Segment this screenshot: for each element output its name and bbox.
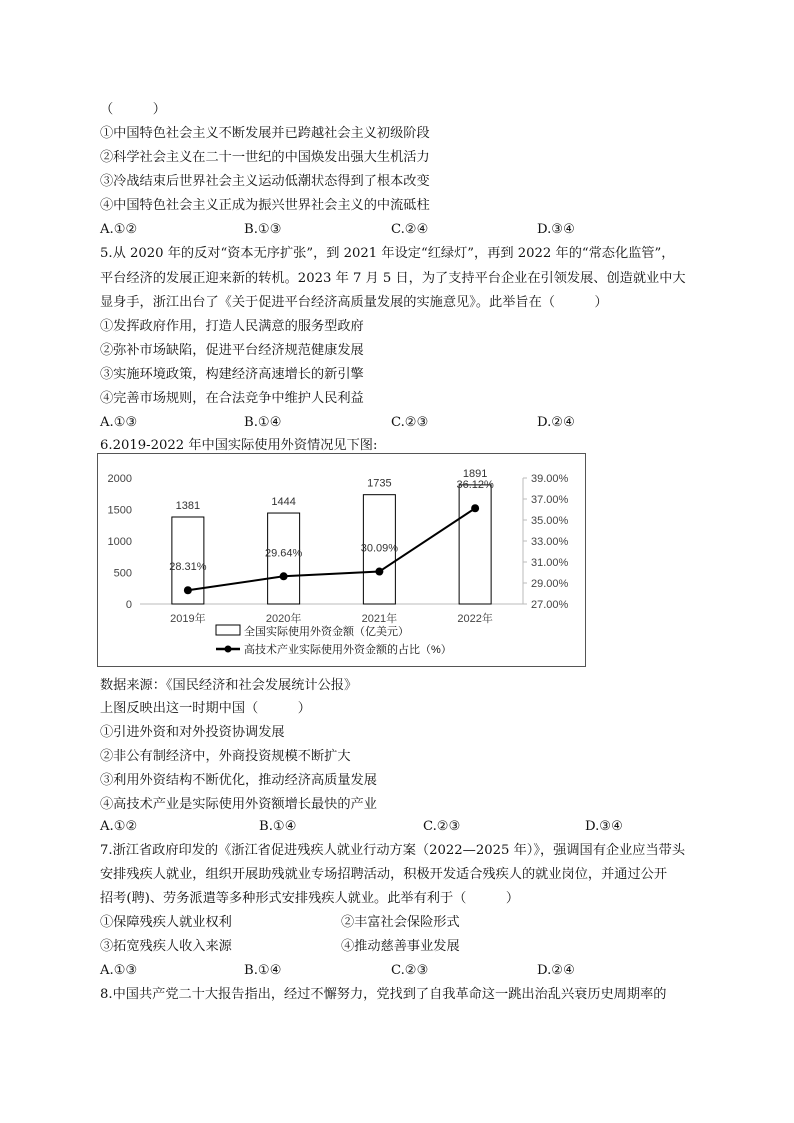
category-label: 2021年 bbox=[361, 613, 398, 625]
q5-option-d: D.②④ bbox=[537, 415, 575, 430]
share-value-label: 28.31% bbox=[169, 561, 207, 574]
category-label: 2022年 bbox=[457, 613, 493, 625]
q5-item-1: ①发挥政府作用，打造人民满意的服务型政府 bbox=[100, 319, 364, 334]
left-axis-tick-label: 0 bbox=[125, 599, 132, 611]
q4-option-b: B.①③ bbox=[244, 222, 282, 237]
right-axis-tick-label: 27.00% bbox=[531, 599, 569, 611]
q5-stem-line-2: 平台经济的发展正迎来新的转机。2023 年 7 月 5 日，为了支持平台企业在引领发展、创造就业中大 bbox=[100, 271, 686, 286]
q5-option-b: B.①④ bbox=[244, 415, 282, 430]
q6-stem: 6.2019-2022 年中国实际使用外资情况见下图: bbox=[100, 438, 378, 453]
q5-stem-line-3: 显身手，浙江出台了《关于促进平台经济高质量发展的实施意见》。此举旨在（ ） bbox=[100, 295, 608, 310]
right-axis-tick-label: 37.00% bbox=[531, 494, 569, 506]
q6-item-2: ②非公有制经济中，外商投资规模不断扩大 bbox=[100, 749, 351, 764]
q4-item-2: ②科学社会主义在二十一世纪的中国焕发出强大生机活力 bbox=[100, 150, 430, 165]
q6-item-4: ④高技术产业是实际使用外资额增长最快的产业 bbox=[100, 797, 377, 812]
q6-option-b: B.①④ bbox=[259, 819, 297, 834]
q4-item-4: ④中国特色社会主义正成为振兴世界社会主义的中流砥柱 bbox=[100, 198, 430, 213]
q7-option-b: B.①④ bbox=[244, 963, 282, 978]
share-line bbox=[188, 508, 475, 590]
q8-stem: 8.中国共产党二十大报告指出，经过不懈努力，党找到了自我革命这一跳出治乱兴衰历史周期率的 bbox=[100, 987, 667, 1002]
chart-frame bbox=[97, 453, 586, 667]
share-point bbox=[280, 572, 288, 580]
q4-item-3: ③冷战结束后世界社会主义运动低潮状态得到了根本改变 bbox=[100, 174, 430, 189]
share-value-label: 36.12% bbox=[456, 479, 494, 492]
legend-line-label: 高技术产业实际使用外资金额的占比（%） bbox=[244, 644, 452, 656]
left-axis-tick-label: 1000 bbox=[107, 536, 132, 548]
q5-item-4: ④完善市场规则，在合法竞争中维护人民利益 bbox=[100, 391, 364, 406]
right-axis-tick-label: 39.00% bbox=[531, 473, 569, 485]
q6-option-c: C.②③ bbox=[423, 819, 461, 834]
bar-value-label: 1891 bbox=[462, 467, 488, 480]
q5-item-3: ③实施环境政策，构建经济高速增长的新引擎 bbox=[100, 367, 364, 382]
right-axis-tick-label: 31.00% bbox=[531, 557, 569, 569]
q6-option-d: D.③④ bbox=[585, 819, 623, 834]
share-point bbox=[471, 504, 479, 512]
right-axis-tick-label: 33.00% bbox=[531, 536, 569, 548]
q7-stem-line-1: 7.浙江省政府印发的《浙江省促进残疾人就业行动方案（2022—2025 年）》，强调国有企业应当带头 bbox=[100, 843, 686, 858]
q4-item-1: ①中国特色社会主义不断发展并已跨越社会主义初级阶段 bbox=[100, 126, 430, 141]
share-value-label: 30.09% bbox=[360, 542, 399, 555]
q4-option-a: A.①② bbox=[100, 222, 138, 237]
legend-bar-swatch bbox=[216, 625, 240, 635]
left-axis-tick-label: 1500 bbox=[107, 504, 132, 517]
q7-option-a: A.①③ bbox=[100, 963, 138, 978]
q5-option-a: A.①③ bbox=[100, 415, 138, 430]
answer-paren: （ ） bbox=[100, 102, 166, 117]
category-label: 2020年 bbox=[265, 613, 302, 625]
q6-item-1: ①引进外资和对外投资协调发展 bbox=[100, 725, 285, 740]
data-source-note: 数据来源：《国民经济和社会发展统计公报》 bbox=[100, 678, 358, 693]
category-label: 2019年 bbox=[170, 613, 206, 625]
share-point bbox=[184, 586, 192, 594]
q7-item-2: ②丰富社会保险形式 bbox=[341, 915, 460, 930]
q7-stem-line-2: 安排残疾人就业，组织开展助残就业专场招聘活动，积极开发适合残疾人的就业岗位，并通过公开 bbox=[100, 867, 668, 882]
right-axis-tick-label: 29.00% bbox=[531, 578, 569, 590]
share-value-label: 29.64% bbox=[264, 547, 303, 560]
q5-item-2: ②弥补市场缺陷，促进平台经济规范健康发展 bbox=[100, 343, 364, 358]
left-axis-tick-label: 2000 bbox=[107, 473, 132, 485]
share-point bbox=[375, 568, 383, 576]
left-axis-tick-label: 500 bbox=[113, 567, 132, 580]
q7-option-d: D.②④ bbox=[537, 963, 575, 978]
q4-option-c: C.②④ bbox=[391, 222, 429, 237]
bar-value-label: 1381 bbox=[175, 499, 201, 512]
legend-line-marker bbox=[225, 646, 232, 653]
bar-value-label: 1444 bbox=[271, 496, 296, 509]
combo-bar-line-chart bbox=[98, 454, 585, 666]
legend-bar-label: 全国实际使用外资金额（亿美元） bbox=[244, 626, 409, 638]
q6-question: 上图反映出这一时期中国（ ） bbox=[100, 701, 311, 716]
q5-stem-line-1: 5.从 2020 年的反对“资本无序扩张”，到 2021 年设定“红绿灯”，再到 2022 年的“常态化监管”， bbox=[100, 246, 675, 261]
q7-item-4: ④推动慈善事业发展 bbox=[341, 939, 460, 954]
right-axis-tick-label: 35.00% bbox=[531, 515, 569, 527]
q7-stem-line-3: 招考(聘)、劳务派遣等多种形式安排残疾人就业。此举有利于（ ） bbox=[100, 891, 520, 906]
q7-item-3: ③拓宽残疾人收入来源 bbox=[100, 939, 232, 954]
q4-option-d: D.③④ bbox=[537, 222, 575, 237]
bar bbox=[459, 485, 491, 604]
bar-value-label: 1735 bbox=[367, 477, 392, 490]
q5-option-c: C.②③ bbox=[391, 415, 429, 430]
q6-item-3: ③利用外资结构不断优化，推动经济高质量发展 bbox=[100, 773, 377, 788]
q6-option-a: A.①② bbox=[100, 819, 138, 834]
q7-item-1: ①保障残疾人就业权利 bbox=[100, 915, 232, 930]
q7-option-c: C.②③ bbox=[391, 963, 429, 978]
